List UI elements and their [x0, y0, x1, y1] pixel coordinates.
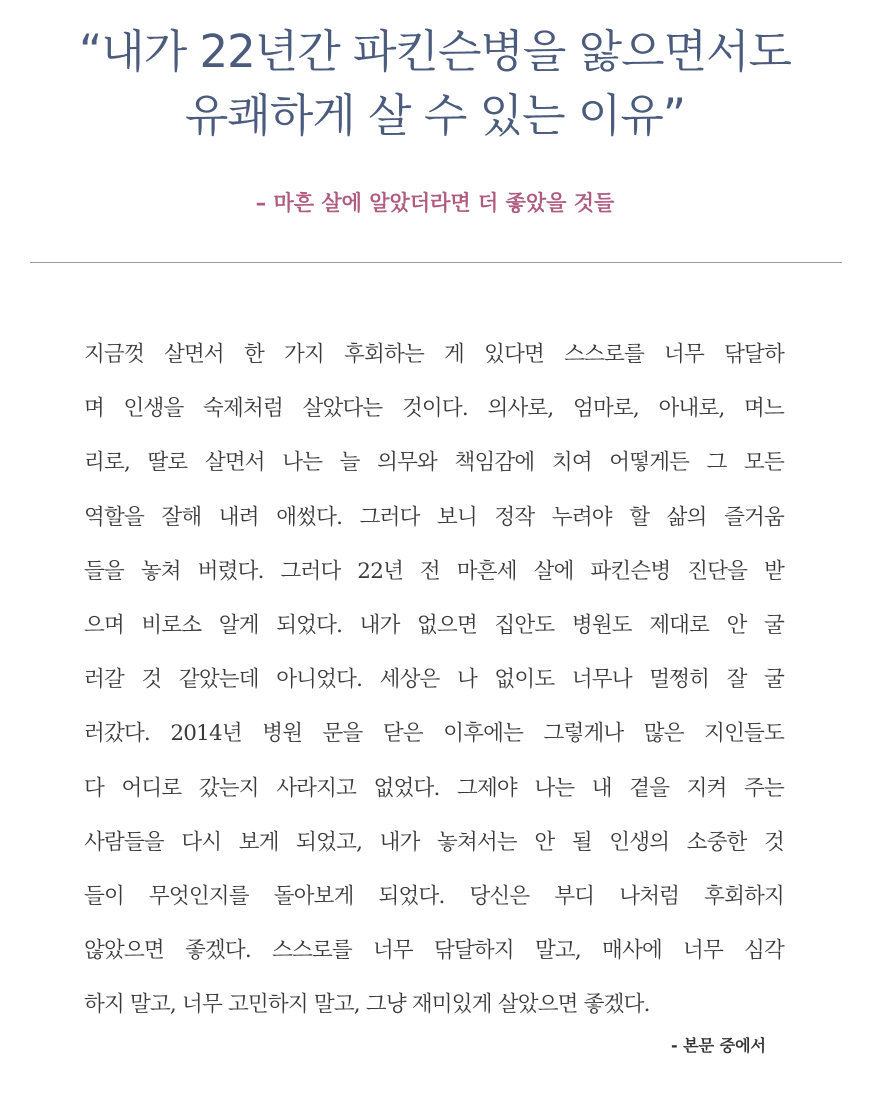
- excerpt-body: [84, 328, 784, 1032]
- excerpt-line: 러갈 것 같았는데 아니었다. 세상은 나 없이도 너무나 멀쩡히 잘 굴: [84, 667, 784, 693]
- headline: [0, 20, 870, 148]
- excerpt-line: 들을 놓쳐 버렸다. 그러다 22년 전 마흔세 살에 파킨슨병 진단을 받: [84, 558, 784, 584]
- excerpt-line: 지금껏 살면서 한 가지 후회하는 게 있다면 스스로를 너무 닦달하: [84, 342, 784, 367]
- headline-line-1: “내가 22년간 파킨슨병을 앓으면서도: [78, 25, 792, 78]
- excerpt-line: 들이 무엇인지를 돌아보게 되었다. 당신은 부디 나처럼 후회하지: [84, 883, 784, 909]
- excerpt-line: 으며 비로소 알게 되었다. 내가 없으면 집안도 병원도 제대로 안 굴: [84, 612, 784, 638]
- excerpt-line: 역할을 잘해 내려 애썼다. 그러다 보니 정작 누려야 할 삶의 즐거움: [84, 504, 784, 530]
- excerpt-line: 않았으면 좋겠다. 스스로를 너무 닦달하지 말고, 매사에 너무 심각: [84, 938, 784, 964]
- subtitle: – 마흔 살에 알았더라면 더 좋았을 것들: [255, 191, 615, 215]
- divider: [30, 262, 842, 263]
- excerpt-line: 다 어디로 갔는지 사라지고 없었다. 그제야 나는 내 곁을 지켜 주는: [84, 775, 784, 801]
- headline-line-2: 유쾌하게 살 수 있는 이유”: [184, 89, 686, 142]
- excerpt-line: 며 인생을 숙제처럼 살았다는 것이다. 의사로, 엄마로, 아내로, 며느: [84, 396, 784, 422]
- excerpt-line: 사람들을 다시 보게 되었고, 내가 놓쳐서는 안 될 인생의 소중한 것: [84, 829, 784, 855]
- excerpt-line: 하지 말고, 너무 고민하지 말고, 그냥 재미있게 살았으면 좋겠다.: [84, 992, 650, 1018]
- source-attribution: - 본문 중에서: [670, 1036, 766, 1055]
- excerpt-line: 리로, 딸로 살면서 나는 늘 의무와 책임감에 치여 어떻게든 그 모든: [84, 450, 784, 476]
- excerpt-line: 러갔다. 2014년 병원 문을 닫은 이후에는 그렇게나 많은 지인들도: [84, 721, 784, 747]
